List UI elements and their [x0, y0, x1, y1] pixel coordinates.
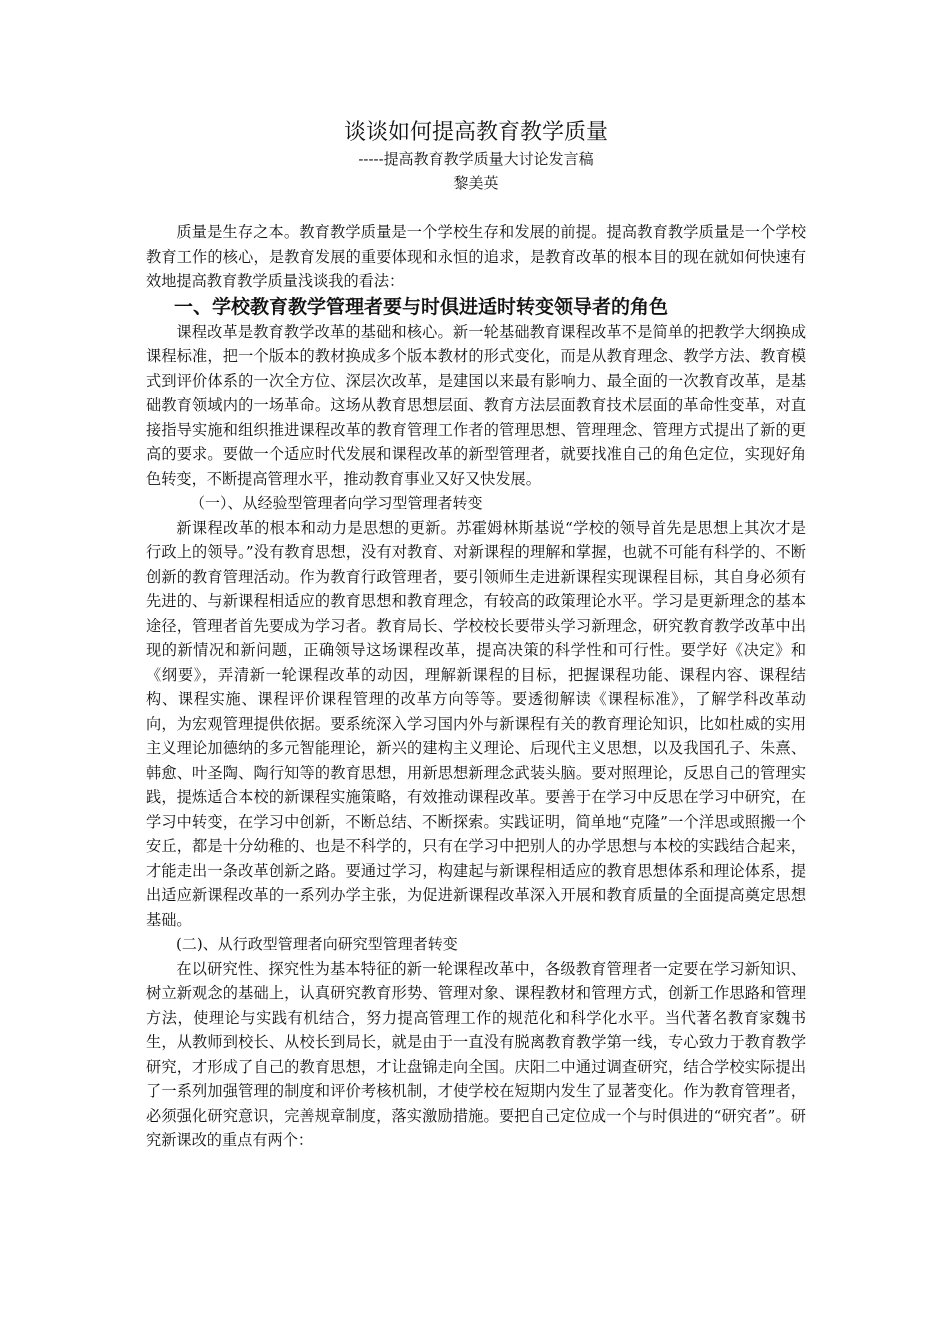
document-subtitle: -----提高教育教学质量大讨论发言稿 — [358, 150, 594, 168]
subsection-heading-2: (二)、从行政型管理者向研究型管理者转变 — [176, 935, 458, 953]
document-content — [146, 118, 806, 1153]
document-author: 黎美英 — [453, 174, 499, 192]
intro-paragraph: 质量是生存之本。教育教学质量是一个学校生存和发展的前提。提高教育教学质量是一个学校教育工作的核心，是教育发展的重要体现和永恒的追求，是教育改革的根本目的现在就如何快速有效地提高教育教学质量浅谈我的看法： — [146, 223, 806, 290]
document-title: 谈谈如何提高教育教学质量 — [343, 120, 608, 145]
subsection-2-paragraph: 在以研究性、探究性为基本特征的新一轮课程改革中，各级教育管理者一定要在学习新知识、树立新观念的基础上，认真研究教育形势、管理对象、课程教材和管理方式，创新工作思路和管理方法，使理论与实践有机结合，努力提高管理工作的规范化和科学化水平。当代著名教育家魏书生，从教师到校长、从校长到局长，就是由于一直没有脱离教育教学第一线，专心致力于教育教学研究，才形成了自己的教育思想，才让盘锦走向全国。庆阳二中通过调查研究，结合学校实际提出了一系列加强管理的制度和评价考核机制，才使学校在短期内发生了显著变化。作为教育管理者，必须强化研究意识，完善规章制度，落实激励措施。要把自己定位成一个与时俱进的“研究者”。研究新课改的重点有两个： — [146, 959, 806, 1149]
subsection-1-paragraph: 新课程改革的根本和动力是思想的更新。苏霍姆林斯基说“学校的领导首先是思想上其次才是行政上的领导。”没有教育思想，没有对教育、对新课程的理解和掌握，也就不可能有科学的、不断创新的教育管理活动。作为教育行政管理者，要引领师生走进新课程实现课程目标，其自身必须有先进的、与新课程相适应的教育思想和教育理念，有较高的政策理论水平。学习是更新理念的基本途径，管理者首先要成为学习者。教育局长、学校校长要带头学习新理念，研究教育教学改革中出现的新情况和新问题，正确领导这场课程改革，提高决策的科学性和可行性。要学好《决定》和《纲要》，弄清新一轮课程改革的动因，理解新课程的目标，把握课程功能、课程内容、课程结构、课程实施、课程评价课程管理的改革方向等等。要透彻解读《课程标准》，了解学科改革动向，为宏观管理提供依据。要系统深入学习国内外与新课程有关的教育理论知识，比如杜威的实用主义理论加德纳的多元智能理论，新兴的建构主义理论、后现代主义思想，以及我国孔子、朱熹、韩愈、叶圣陶、陶行知等的教育思想，用新思想新理念武装头脑。要对照理论，反思自己的管理实践，提炼适合本校的新课程实施策略，有效推动课程改革。要善于在学习中反思在学习中研究，在学习中转变，在学习中创新，不断总结、不断探索。实践证明，简单地“克隆”一个洋思或照搬一个安丘，都是十分幼稚的、也是不科学的，只有在学习中把别人的办学思想与本校的实践结合起来，才能走出一条改革创新之路。要通过学习，构建起与新课程相适应的教育思想体系和理论体系，提出适应新课程改革的一系列办学主张，为促进新课程改革深入开展和教育质量的全面提高奠定思想基础。 — [146, 518, 806, 929]
section-heading-1: 一、学校教育教学管理者要与时俱进适时转变领导者的角色 — [174, 295, 669, 318]
subsection-heading-1: （一）、从经验型管理者向学习型管理者转变 — [190, 494, 483, 512]
section-1-paragraph: 课程改革是教育教学改革的基础和核心。新一轮基础教育课程改革不是简单的把教学大纲换成课程标准，把一个版本的教材换成多个版本教材的形式变化，而是从教育理念、教学方法、教育模式到评价体系的一次全方位、深层次改革，是建国以来最有影响力、最全面的一次教育改革，是基础教育领域内的一场革命。这场从教育思想层面、教育方法层面教育技术层面的革命性变革，对直接指导实施和组织推进课程改革的教育管理工作者的管理思想、管理理念、管理方式提出了新的更高的要求。要做一个适应时代发展和课程改革的新型管理者，就要找准自己的角色定位，实现好角色转变，不断提高管理水平，推动教育事业又好又快发展。 — [146, 322, 806, 488]
